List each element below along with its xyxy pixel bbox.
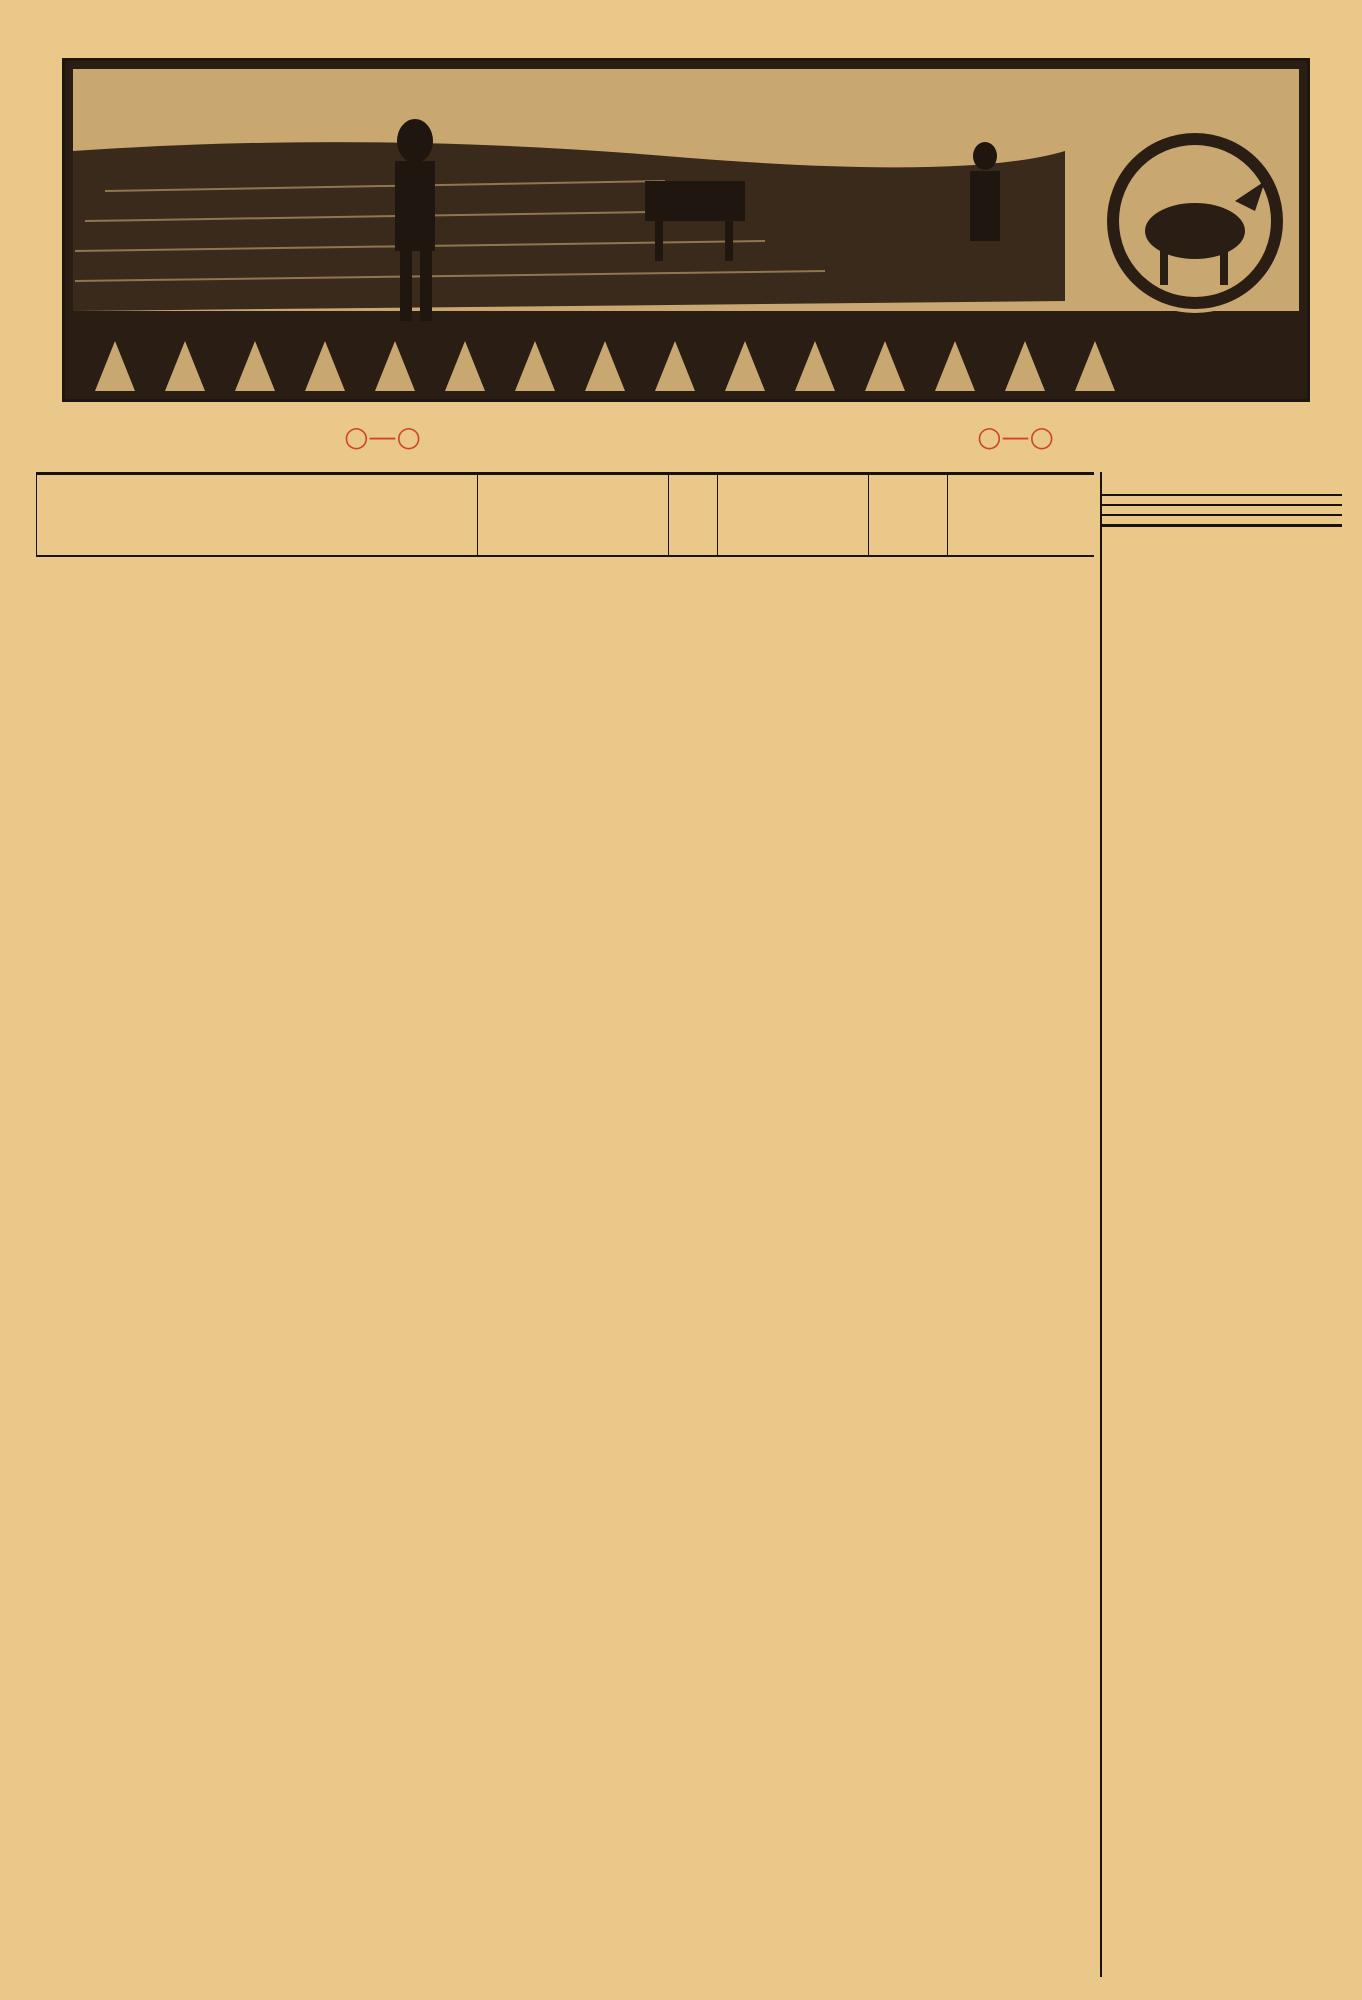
col-kath — [77, 475, 478, 555]
table-header — [36, 472, 1094, 557]
col-kelte — [869, 475, 948, 555]
ornament-right-icon: ○—○ — [977, 419, 1054, 453]
woodcut-illustration — [62, 58, 1310, 402]
col-hold — [669, 475, 718, 555]
sidebar — [1100, 472, 1342, 1977]
month-title-row — [66, 402, 1332, 470]
farm-scene-illustration — [65, 61, 1307, 399]
divider — [1102, 504, 1342, 506]
calendar-table — [36, 472, 1094, 1977]
divider — [1102, 494, 1342, 496]
ornament-left-icon: ○—○ — [344, 419, 421, 453]
divider — [1102, 514, 1342, 516]
col-gor — [478, 475, 669, 555]
col-plan — [718, 475, 869, 555]
divider — [1102, 524, 1342, 527]
col-nap — [36, 475, 77, 555]
col-nyugt — [948, 475, 1028, 555]
